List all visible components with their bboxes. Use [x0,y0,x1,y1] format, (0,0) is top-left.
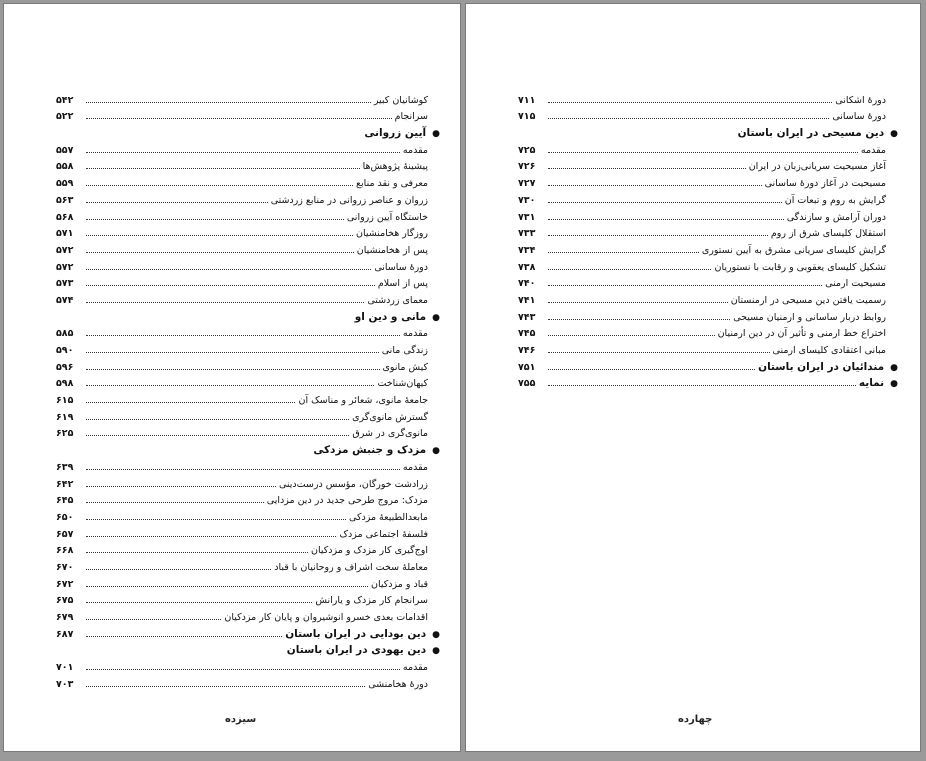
toc-title: مانوی‌گری در شرق [352,428,428,440]
toc-page-number: ۵۷۲ [56,244,74,256]
dot-leader [86,269,371,270]
toc-title: دوران آرامش و سازندگی [786,211,886,223]
dot-leader [86,586,368,587]
toc-page-number: ۵۲۲ [56,111,74,123]
toc-entry [56,656,428,673]
toc-title: دین بودایی در ایران باستان [285,627,427,640]
toc-entry [518,139,886,156]
toc-title: مقدمه [402,144,428,156]
dot-leader [548,118,829,119]
toc-entry [518,89,886,106]
dot-leader [86,118,392,119]
toc-title: دین مسیحی در ایران باستان [737,127,885,140]
toc-title: روابط دربار ساسانی و ارمنیان مسیحی [733,311,886,323]
toc-entry [56,89,428,106]
toc-title: فلسفهٔ اجتماعی مزدک [339,528,428,540]
toc-page-number: ۵۵۸ [56,161,74,173]
dot-leader [548,369,755,370]
toc-title: دورهٔ ساسانی [832,111,886,123]
toc-page-number: ۶۴۲ [56,478,74,490]
dot-leader [86,636,282,637]
bullet-icon: ● [890,379,898,390]
dot-leader [86,486,276,487]
left-page [3,3,461,752]
toc-title: گسترش مانوی‌گری [352,411,428,423]
toc-entry [518,323,886,340]
toc-page-number: ۵۹۶ [56,361,74,373]
dot-leader [548,285,822,286]
toc-page-number: ۷۴۵ [518,328,536,340]
toc-title: مسیحیت ارمنی [825,278,886,290]
dot-leader [548,102,832,103]
toc-title: مابعدالطبیعهٔ مزدکی [349,511,428,523]
toc-page-number: ۶۵۰ [56,511,74,523]
toc-page-number: ۷۴۶ [518,345,536,356]
dot-leader [86,102,371,103]
dot-leader [86,569,271,570]
toc-entry [56,189,428,206]
dot-leader [548,202,782,203]
bullet-icon: ● [432,446,440,457]
toc-entry [518,206,886,223]
toc-entry [518,289,886,306]
toc-title: معمای زردشتی [367,294,428,306]
dot-leader [86,369,380,370]
toc-page-number: ۷۱۵ [518,111,536,123]
toc-page-number: ۷۰۱ [56,662,74,674]
toc-section [56,640,440,657]
toc-entry [56,289,428,306]
toc-title: سرانجام کار مزدک و یارانش [315,595,428,607]
toc-title: مسیحیت در آغاز دورهٔ ساسانی [764,178,886,190]
toc-title: کیش مانوی [382,361,428,373]
toc-title: آیین زروانی [364,127,427,140]
toc-entry [56,239,428,256]
dot-leader [548,185,762,186]
toc-page-number: ۶۵۷ [56,528,74,540]
dot-leader [86,202,268,203]
toc-page-number: ۷۳۳ [518,228,536,240]
toc-title: دین یهودی در ایران باستان [286,644,427,657]
dot-leader [86,152,400,153]
toc-entry [56,106,428,123]
toc-entry [56,423,428,440]
toc-title: زرادشت خورگان، مؤسس درست‌دینی [278,478,428,490]
dot-leader [86,252,354,253]
toc-title: زروان و عناصر زروانی در منابع زردشتی [270,194,428,206]
toc-entry [56,206,428,223]
dot-leader [86,686,365,687]
toc-title: دورهٔ اشکانی [835,94,886,106]
bullet-icon: ● [890,129,898,140]
toc-title: مقدمه [860,144,886,156]
dot-leader [548,335,715,336]
toc-entry [56,172,428,189]
toc-entry [518,239,886,256]
toc-page-number: ۷۲۶ [518,161,536,173]
toc-title: گرایش به روم و تبعات آن [784,194,886,206]
dot-leader [86,536,336,537]
toc-title: پس از اسلام [377,278,428,290]
dot-leader [548,235,768,236]
toc-page-number: ۵۸۵ [56,328,74,340]
dot-leader [548,385,856,386]
toc-title: روزگار هخامنشیان [356,228,428,240]
bullet-icon: ● [432,646,440,657]
toc-page-number: ۷۴۱ [518,294,536,306]
toc-page-number: ۷۴۳ [518,311,536,323]
toc-title: زندگی مانی [381,345,428,356]
toc-entry [56,273,428,290]
dot-leader [86,302,364,303]
dot-leader [86,285,375,286]
toc-page-number: ۶۶۸ [56,545,74,557]
right-page-number: چهارده [678,714,713,725]
toc-title: مزدک و جنبش مزدکی [313,444,427,457]
bullet-icon: ● [432,629,440,640]
toc-title: سرانجام [394,111,428,123]
dot-leader [86,235,353,236]
toc-title: مانی و دین او [354,310,427,323]
toc-entry [56,490,428,507]
toc-title: اختراع خط ارمنی و تأثیر آن در دین ارمنیان [717,328,886,340]
toc-entry [56,473,428,490]
toc-page-number: ۵۷۱ [56,228,74,240]
toc-entry [518,306,886,323]
toc-page-number: ۶۷۵ [56,595,74,607]
dot-leader [86,619,221,620]
dot-leader [86,669,400,670]
left-page-number: سیزده [225,714,257,725]
toc-page-number: ۷۰۳ [56,678,74,690]
dot-leader [86,419,349,420]
toc-page-number: ۷۵۱ [518,361,536,373]
toc-entry [518,106,886,123]
toc-title: دورهٔ هخامنشی [368,678,428,690]
toc-page-number: ۷۲۷ [518,178,536,190]
toc-page-number: ۶۱۵ [56,395,74,407]
toc-page-number: ۵۷۲ [56,261,74,273]
toc-section [56,623,440,640]
toc-page-number: ۶۷۹ [56,612,74,623]
toc-page-number: ۷۴۰ [518,278,536,290]
toc-page-number: ۷۳۱ [518,211,536,223]
toc-page-number: ۷۲۵ [518,144,536,156]
toc-page-number: ۵۹۸ [56,378,74,390]
toc-entry [56,406,428,423]
toc-entry [518,156,886,173]
toc-entry [56,506,428,523]
toc-title: مزدک: مروج طرحی جدید در دین مزدایی [266,495,428,507]
toc-page-number: ۷۵۵ [518,378,536,390]
toc-entry [518,273,886,290]
toc-title: جامعهٔ مانوی، شعائر و مناسک آن [298,395,428,407]
toc-page-number: ۵۷۴ [56,294,74,306]
toc-title: خاستگاه آیین زروانی [346,211,428,223]
toc-page-number: ۶۲۵ [56,428,74,440]
toc-entry [56,606,428,623]
right-toc [518,89,898,390]
toc-section [518,122,898,140]
toc-entry [56,389,428,406]
toc-title: قباد و مزدکیان [371,578,428,590]
toc-page-number: ۶۳۹ [56,461,74,473]
dot-leader [86,185,353,186]
dot-leader [86,385,374,386]
toc-page-number: ۷۳۰ [518,194,536,206]
toc-entry [56,156,428,173]
toc-title: گرایش کلیسای سریانی مشرق به آیین نستوری [701,244,886,256]
toc-title: معاملهٔ سخت اشراف و روحانیان با قباد [274,561,428,573]
toc-entry [518,189,886,206]
toc-page-number: ۶۴۵ [56,495,74,507]
toc-title: استقلال کلیسای شرق از روم [770,228,886,240]
toc-section [518,356,898,373]
toc-title: پیشینهٔ پژوهش‌ها [362,161,428,173]
toc-page-number: ۵۵۹ [56,178,74,190]
toc-page-number: ۵۴۲ [56,94,74,106]
dot-leader [86,435,349,436]
dot-leader [548,302,728,303]
toc-page-number: ۶۸۷ [56,628,74,640]
toc-entry [56,223,428,240]
toc-section [56,122,440,140]
toc-title: پس از هخامنشیان [356,244,428,256]
toc-page-number: ۵۷۳ [56,278,74,290]
dot-leader [86,552,308,553]
bullet-icon: ● [432,129,440,140]
dot-leader [548,152,858,153]
toc-entry [56,590,428,607]
toc-page-number: ۵۶۳ [56,194,74,206]
toc-page-number: ۷۳۴ [518,244,536,256]
toc-title: تشکیل کلیسای یعقوبی و رقابت با نستوریان [714,261,886,273]
toc-page-number: ۵۶۸ [56,211,74,223]
toc-section [518,373,898,390]
toc-entry [518,172,886,189]
toc-entry [56,339,428,356]
toc-title: اوج‌گیری کار مزدک و مزدکیان [311,545,428,557]
toc-entry [56,323,428,340]
dot-leader [86,402,295,403]
toc-page-number: ۵۵۷ [56,144,74,156]
toc-entry [56,573,428,590]
toc-title: نمایه [858,377,885,390]
toc-section [56,439,440,457]
toc-page-number: ۷۳۸ [518,261,536,273]
toc-title: کوشانیان کبیر [373,94,428,106]
toc-entry [56,540,428,557]
toc-page-number: ۷۱۱ [518,94,536,106]
toc-page-number: ۶۷۲ [56,578,74,590]
toc-entry [56,373,428,390]
dot-leader [548,219,784,220]
toc-entry [56,139,428,156]
toc-entry [56,523,428,540]
toc-title: معرفی و نقد منابع [355,178,428,190]
toc-title: اقدامات بعدی خسرو انوشیروان و پایان کار مزدکیان [224,612,428,623]
dot-leader [548,319,730,320]
toc-section [56,306,440,323]
toc-entry [56,256,428,273]
dot-leader [86,168,360,169]
toc-title: مقدمه [402,662,428,674]
toc-entry [56,456,428,473]
toc-title: آغاز مسیحیت سریانی‌زبان در ایران [748,161,886,173]
dot-leader [86,519,346,520]
dot-leader [548,168,746,169]
toc-page-number: ۶۷۰ [56,561,74,573]
toc-title: مقدمه [402,328,428,340]
bullet-icon: ● [432,312,440,323]
dot-leader [86,352,379,353]
toc-title: مبانی اعتقادی کلیسای ارمنی [772,345,886,356]
toc-entry [518,339,886,356]
dot-leader [86,602,312,603]
dot-leader [86,469,400,470]
toc-entry [56,556,428,573]
bullet-icon: ● [890,362,898,373]
left-toc [56,89,440,690]
dot-leader [548,269,711,270]
toc-entry [518,256,886,273]
dot-leader [86,219,344,220]
toc-title: مقدمه [402,461,428,473]
toc-page-number: ۶۱۹ [56,411,74,423]
dot-leader [86,335,400,336]
dot-leader [548,352,770,353]
toc-entry [518,223,886,240]
right-page [465,3,921,752]
toc-page-number: ۵۹۰ [56,345,74,356]
dot-leader [548,252,699,253]
dot-leader [86,502,264,503]
toc-entry [56,356,428,373]
toc-entry [56,673,428,690]
toc-title: رسمیت یافتن دین مسیحی در ارمنستان [730,294,886,306]
toc-title: کیهان‌شناخت [377,378,428,390]
toc-title: دورهٔ ساسانی [374,261,428,273]
toc-title: مندائیان در ایران باستان [758,360,885,373]
